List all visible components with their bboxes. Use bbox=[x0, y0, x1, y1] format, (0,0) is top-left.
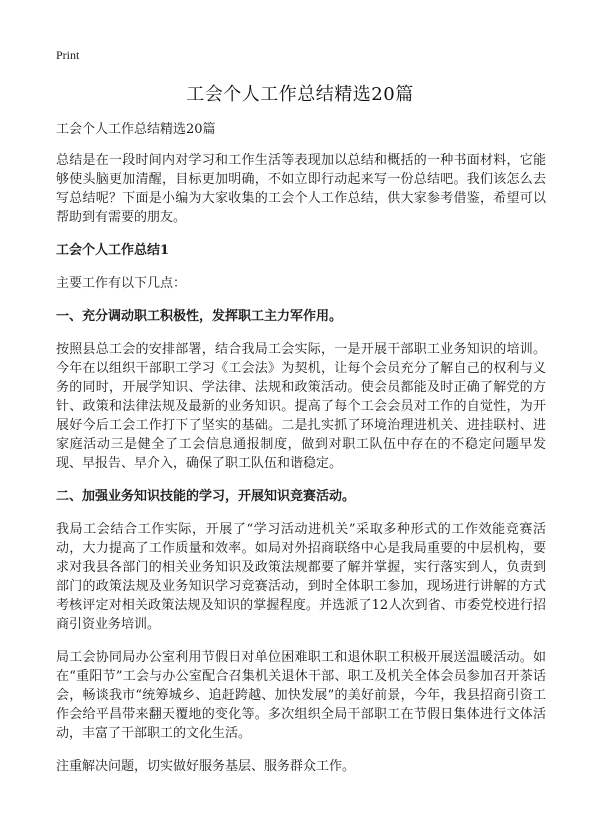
heading-1: 一、充分调动职工积极性，发挥职工主力军作用。 bbox=[56, 309, 343, 324]
article-body bbox=[56, 120, 546, 790]
paragraph-1: 按照县总工会的安排部署，结合我局工会实际，一是开展干部职工业务知识的培训。今年在以组织干部职工学习《工会法》为契机，让每个会员充分了解自己的权利与义务的同时，开展学知识、学法律、法规和政策活动。使会员都能及时正确了解党的方针、政策和法律法规及最新的业务知识。提高了每个工会会员对工作的自觉性，为开展好今后工会工作打下了坚实的基础。二是扎实抓了环境治理进机关、进挂联村、进家庭活动三是健全了工会信息通报制度，做到对职工队伍中存在的不稳定问题早发现、早报告、早介入，确保了职工队伍和谐稳定。 bbox=[56, 342, 546, 471]
lead-line: 主要工作有以下几点： bbox=[56, 276, 187, 291]
section-title: 工会个人工作总结1 bbox=[56, 243, 170, 258]
paragraph-4: 注重解决问题，切实做好服务基层、服务群众工作。 bbox=[56, 759, 356, 774]
print-link[interactable]: Print bbox=[56, 48, 80, 62]
intro-paragraph: 总结是在一段时间内对学习和工作生活等表现加以总结和概括的一种书面材料，它能够使头脑更加清醒，目标更加明确，不如立即行动起来写一份总结吧。我们该怎么去写总结呢？下面是小编为大家收集的工会个人工作总结，供大家参考借鉴，希望可以帮助到有需要的朋友。 bbox=[56, 153, 546, 225]
paragraph-3: 局工会协同局办公室利用节假日对单位困难职工和退休职工积极开展送温暖活动。如在“重阳节”工会与办公室配合召集机关退休干部、职工及机关全体会员参加召开茶话会，畅谈我市“统筹城乡、追赶跨越、加快发展”的美好前景，今年，我县招商引资工作会给平昌带来翻天覆地的变化等。多次组织全局干部职工在节假日集体进行文体活动，丰富了干部职工的文化生活。 bbox=[56, 650, 546, 741]
article-subtitle: 工会个人工作总结精选20篇 bbox=[56, 122, 216, 137]
page-title: 工会个人工作总结精选20篇 bbox=[186, 84, 414, 105]
heading-2: 二、加强业务知识技能的学习，开展知识竞赛活动。 bbox=[56, 489, 356, 504]
paragraph-2: 我局工会结合工作实际，开展了“学习活动进机关”采取多种形式的工作效能竞赛活动，大力提高了工作质量和效率。如局对外招商联络中心是我局重要的中层机构，要求对我县各部门的相关业务知识及政策法规都要了解并掌握，实行落实到人，负责到部门的政策法规及业务知识学习竞赛活动，到时全体职工参加，现场进行讲解的方式考核评定对相关政策法规及知识的掌握程度。并选派了12人次到省、市委党校进行招商引资业务培训。 bbox=[56, 522, 546, 632]
